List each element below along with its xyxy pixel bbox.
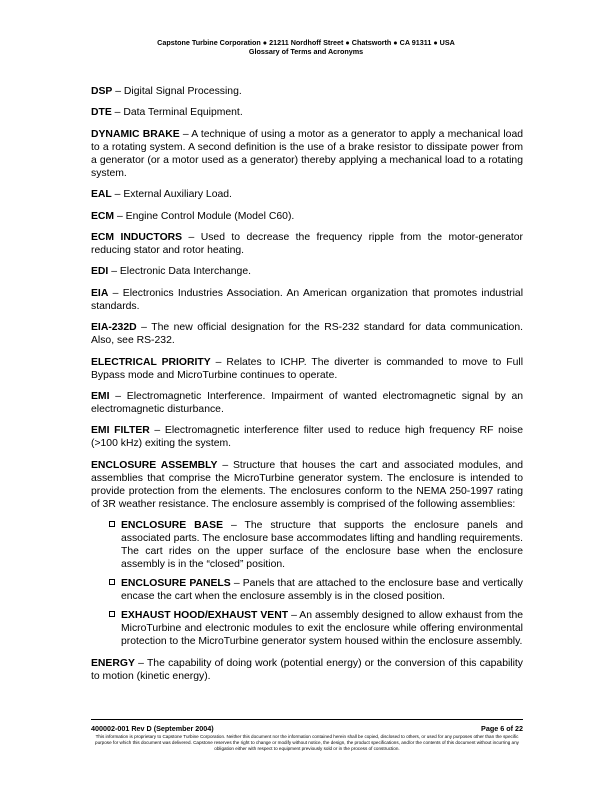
proprietary-notice: This information is proprietary to Capstone Turbine Corporation. Neither this document nor the information contained herein shall be copied, disclosed to others, or used for any purposes other than the specific purpose for which this document was delivered. Capstone reserves the right to change or modify without notice, the design, the product specifications, and/or the contents of this document without incurring any obligation either with respect to equipment previously sold or in the process of construction.: [95, 734, 519, 751]
glossary-entry: [91, 106, 523, 119]
document-id: 400002-001 Rev D (September 2004): [91, 724, 214, 733]
term: EMI FILTER: [91, 425, 150, 437]
definition: – Relates to ICHP. The diverter is commanded to move to Full Bypass mode and MicroTurbine continues to operate.: [91, 356, 524, 381]
definition: – The new official designation for the RS-232 standard for data communication. Also, see RS-232.: [91, 322, 523, 347]
header-title: Glossary of Terms and Acronyms: [248, 47, 364, 56]
term: EIA: [91, 287, 109, 299]
checkbox-bullet-icon: [109, 579, 115, 585]
definition: – Structure that houses the cart and associated modules, and assemblies that comprise the MicroTurbine generator system. The enclosure is intended to provide protection from the elements. The enclosures conform to the NEMA 250-1997 rating of 3R weather resistance. The enclosure assembly is comprised of the following assemblies:: [91, 459, 524, 510]
definition: – External Auxiliary Load.: [111, 189, 232, 201]
term: EAL: [91, 189, 112, 201]
definition: – Engine Control Module (Model C60).: [114, 210, 295, 222]
glossary-entry: [91, 128, 523, 180]
definition: – The capability of doing work (potential energy) or the conversion of this capability to motion (kinetic energy).: [91, 658, 523, 683]
footer-divider: [91, 719, 523, 720]
definition: – Panels that are attached to the enclosure base and vertically encase the cart when the enclosure assembly is in the closed position.: [121, 578, 524, 603]
checkbox-bullet-icon: [109, 611, 115, 617]
glossary-entry: [91, 231, 523, 257]
bullet-item: [91, 609, 523, 648]
definition: – Data Terminal Equipment.: [111, 107, 243, 119]
bullet-item: [91, 519, 523, 571]
term: ENCLOSURE BASE: [121, 520, 224, 532]
glossary-entry: [91, 390, 523, 416]
definition: – Electronics Industries Association. An American organization that promotes industrial standards.: [91, 287, 523, 312]
glossary-body: [91, 85, 523, 691]
page-number: Page 6 of 22: [481, 724, 523, 733]
term: EIA-232D: [91, 322, 137, 334]
bullet-item: [91, 577, 523, 603]
definition: – The structure that supports the enclosure panels and associated parts. The enclosure base accommodates lifting and handling requirements. The cart rides on the upper surface of the enclosure base when the enclosure assembly is in the “closed” position.: [121, 520, 523, 571]
glossary-entry: [91, 85, 523, 98]
definition: – An assembly designed to allow exhaust from the MicroTurbine and electronic modules to exit the enclosure while offering environmental protection to the MicroTurbine generator system housed within the enclosure assembly.: [121, 610, 524, 648]
glossary-entry: [91, 424, 523, 450]
definition: – Electronic Data Interchange.: [108, 266, 251, 278]
term: ECM INDUCTORS: [91, 231, 183, 243]
definition: – Used to decrease the frequency ripple from the motor-generator reducing stator and rotor heating.: [91, 231, 523, 256]
header-company-line: Capstone Turbine Corporation ● 21211 Nordhoff Street ● Chatsworth ● CA 91311 ● USA: [157, 38, 455, 47]
term: ECM: [91, 210, 115, 222]
definition: – A technique of using a motor as a generator to apply a mechanical load to a rotating system. A second definition is the use of a brake resistor to dissipate power from a generator (or a motor used as a generator) thereby applying a mechanical load to a rotating system.: [91, 128, 523, 179]
term: EXHAUST HOOD/EXHAUST VENT: [121, 610, 289, 622]
term: ENCLOSURE PANELS: [121, 578, 231, 590]
term: EMI: [91, 390, 110, 402]
glossary-entry: [91, 657, 523, 683]
glossary-entry: [91, 321, 523, 347]
term: DSP: [91, 86, 113, 97]
term: ENCLOSURE ASSEMBLY: [91, 459, 218, 471]
page-header: [0, 38, 612, 56]
definition: – Digital Signal Processing.: [112, 86, 242, 97]
glossary-entry: [91, 459, 523, 511]
checkbox-bullet-icon: [109, 521, 115, 527]
term: ELECTRICAL PRIORITY: [91, 356, 211, 368]
glossary-entry: [91, 287, 523, 313]
glossary-entry: [91, 356, 523, 382]
term: ENERGY: [91, 658, 135, 670]
term: DTE: [91, 107, 112, 119]
definition: – Electromagnetic Interference. Impairment of wanted electromagnetic signal by an electromagnetic disturbance.: [91, 390, 523, 415]
term: EDI: [91, 266, 109, 278]
glossary-entry: [91, 265, 523, 278]
term: DYNAMIC BRAKE: [91, 128, 180, 140]
glossary-entry: [91, 210, 523, 223]
glossary-entry: [91, 188, 523, 201]
definition: – Electromagnetic interference filter used to reduce high frequency RF noise (>100 kHz) exiting the system.: [91, 425, 523, 450]
